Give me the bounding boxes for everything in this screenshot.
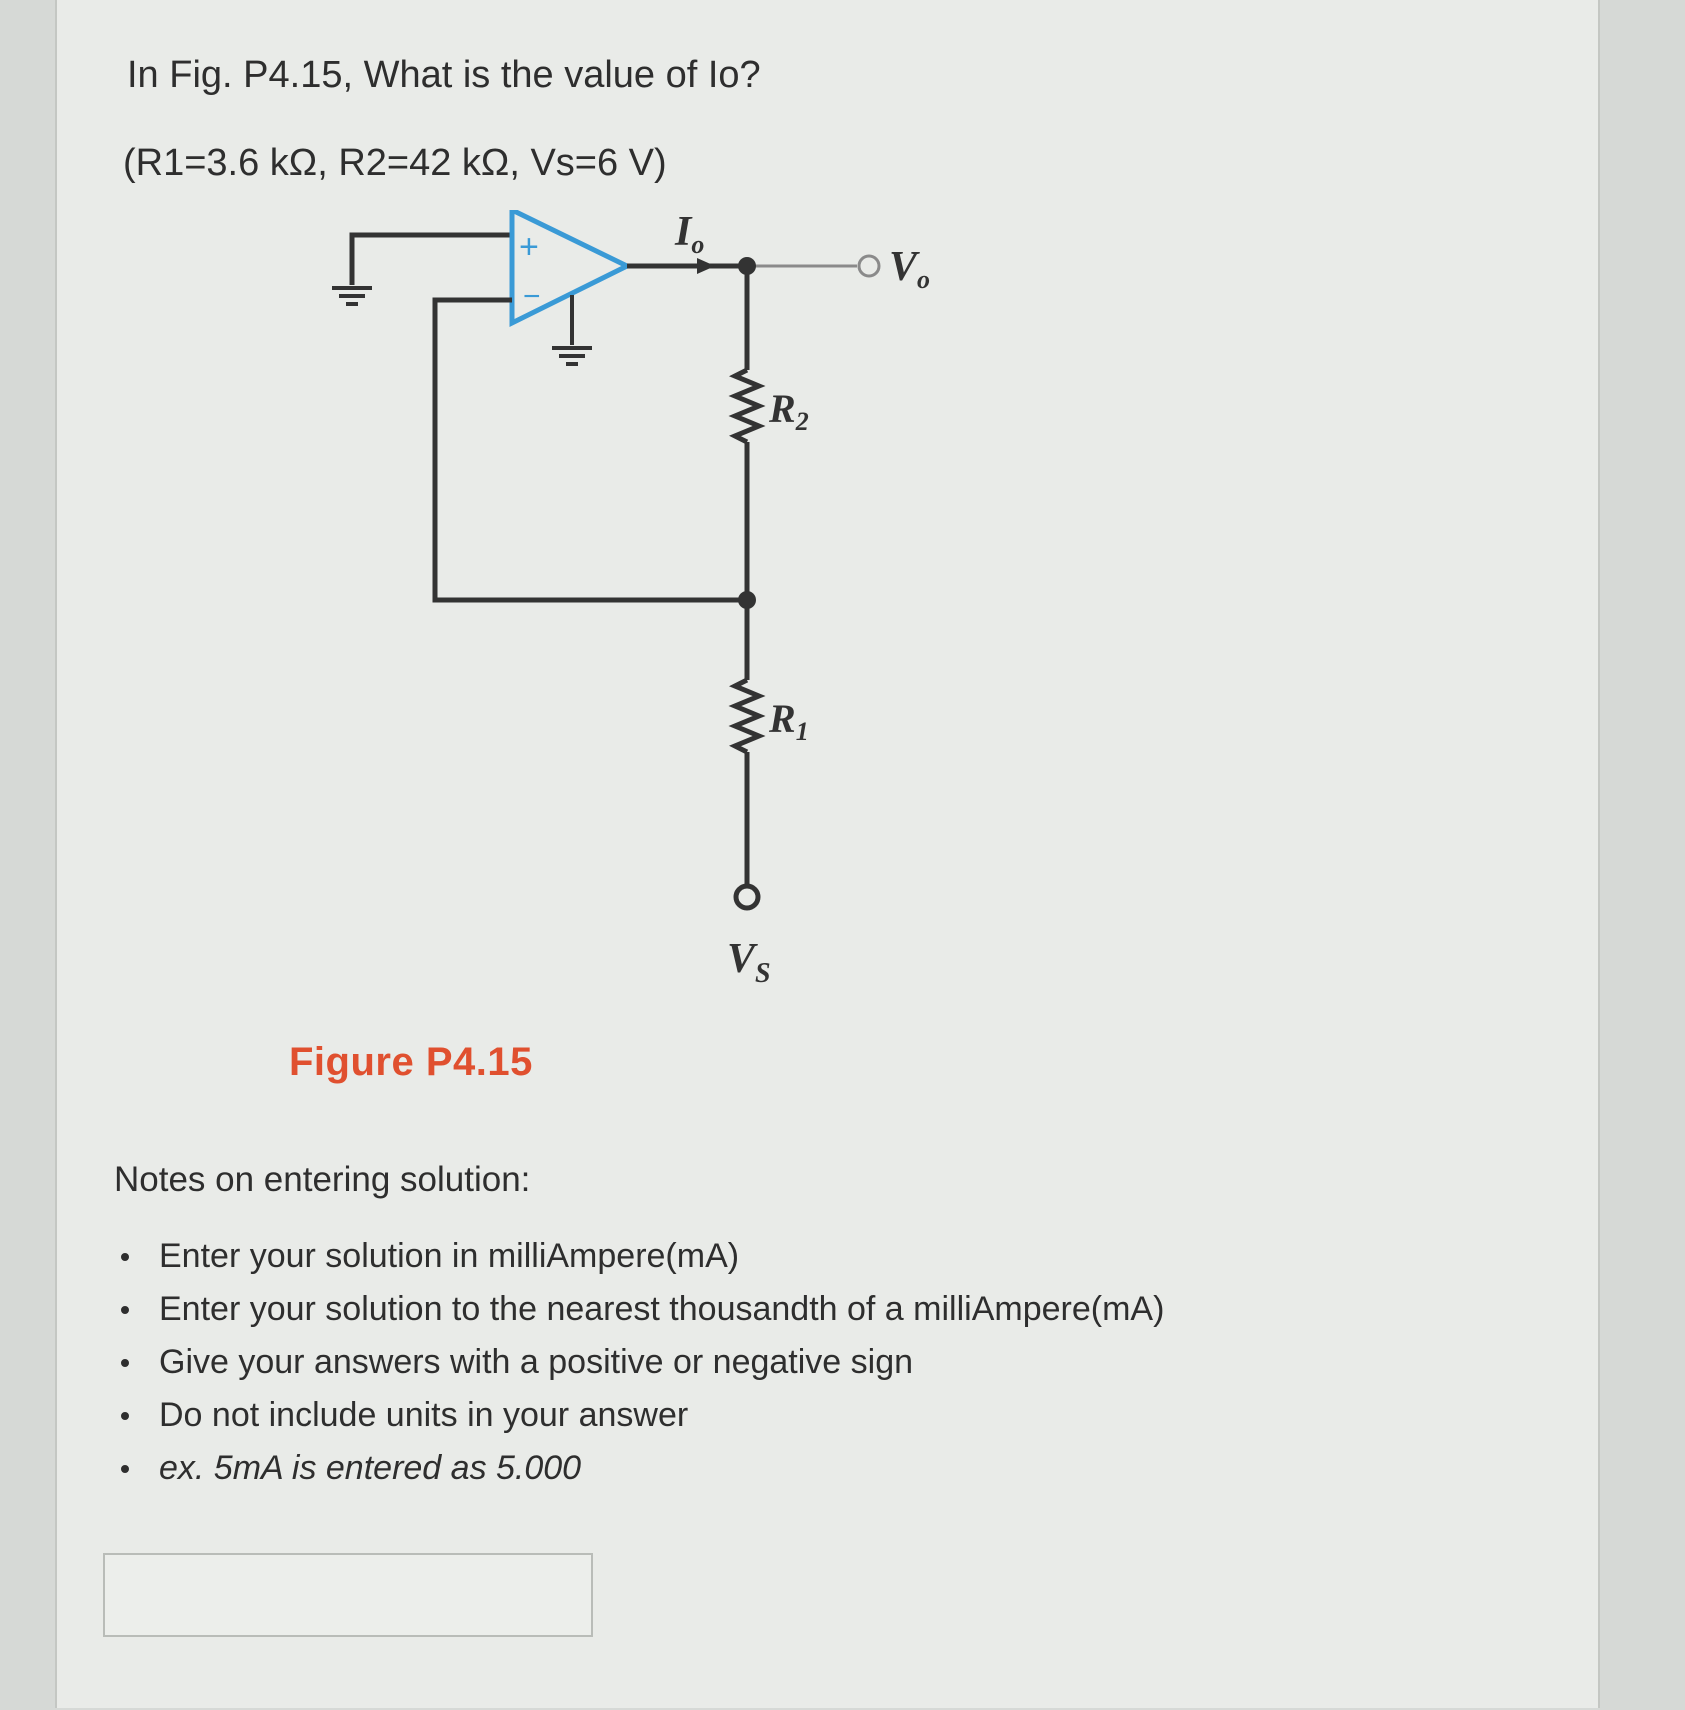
current-arrow-icon — [697, 258, 715, 274]
opamp-minus-sign: − — [523, 280, 541, 313]
ground-icon — [332, 288, 372, 304]
io-label: Io — [675, 210, 705, 259]
list-item: Do not include units in your answer — [117, 1389, 1164, 1442]
notes-list — [117, 1230, 1164, 1495]
list-item: Enter your solution in milliAmpere(mA) — [117, 1230, 1164, 1283]
figure-caption: Figure P4.15 — [289, 1040, 533, 1084]
question-card — [55, 0, 1600, 1708]
vs-label: $V_S$ — [727, 936, 771, 989]
opamp-ground-icon — [552, 348, 592, 364]
feedback-wire — [435, 300, 747, 600]
question-title: In Fig. P4.15, What is the value of Io? — [127, 54, 761, 96]
r2-resistor — [735, 370, 759, 442]
r1-resistor — [735, 680, 759, 752]
vo-terminal — [859, 256, 879, 276]
circuit-figure — [257, 210, 1157, 1110]
notes-title: Notes on entering solution: — [114, 1160, 531, 1199]
question-parameters: (R1=3.6 kΩ, R2=42 kΩ, Vs=6 V) — [123, 142, 667, 184]
r1-label: $R_1$ — [769, 696, 809, 746]
list-item: ex. 5mA is entered as 5.000 — [117, 1442, 1164, 1495]
opamp-plus-sign: + — [519, 228, 539, 266]
list-item: Give your answers with a positive or negative sign — [117, 1336, 1164, 1389]
answer-input[interactable] — [103, 1553, 593, 1637]
vs-terminal — [736, 886, 758, 908]
input-ground-wire — [352, 235, 512, 285]
list-item: Enter your solution to the nearest thousandth of a milliAmpere(mA) — [117, 1283, 1164, 1336]
r2-label: $R_2$ — [769, 386, 809, 436]
vo-label: Vo — [889, 244, 931, 294]
